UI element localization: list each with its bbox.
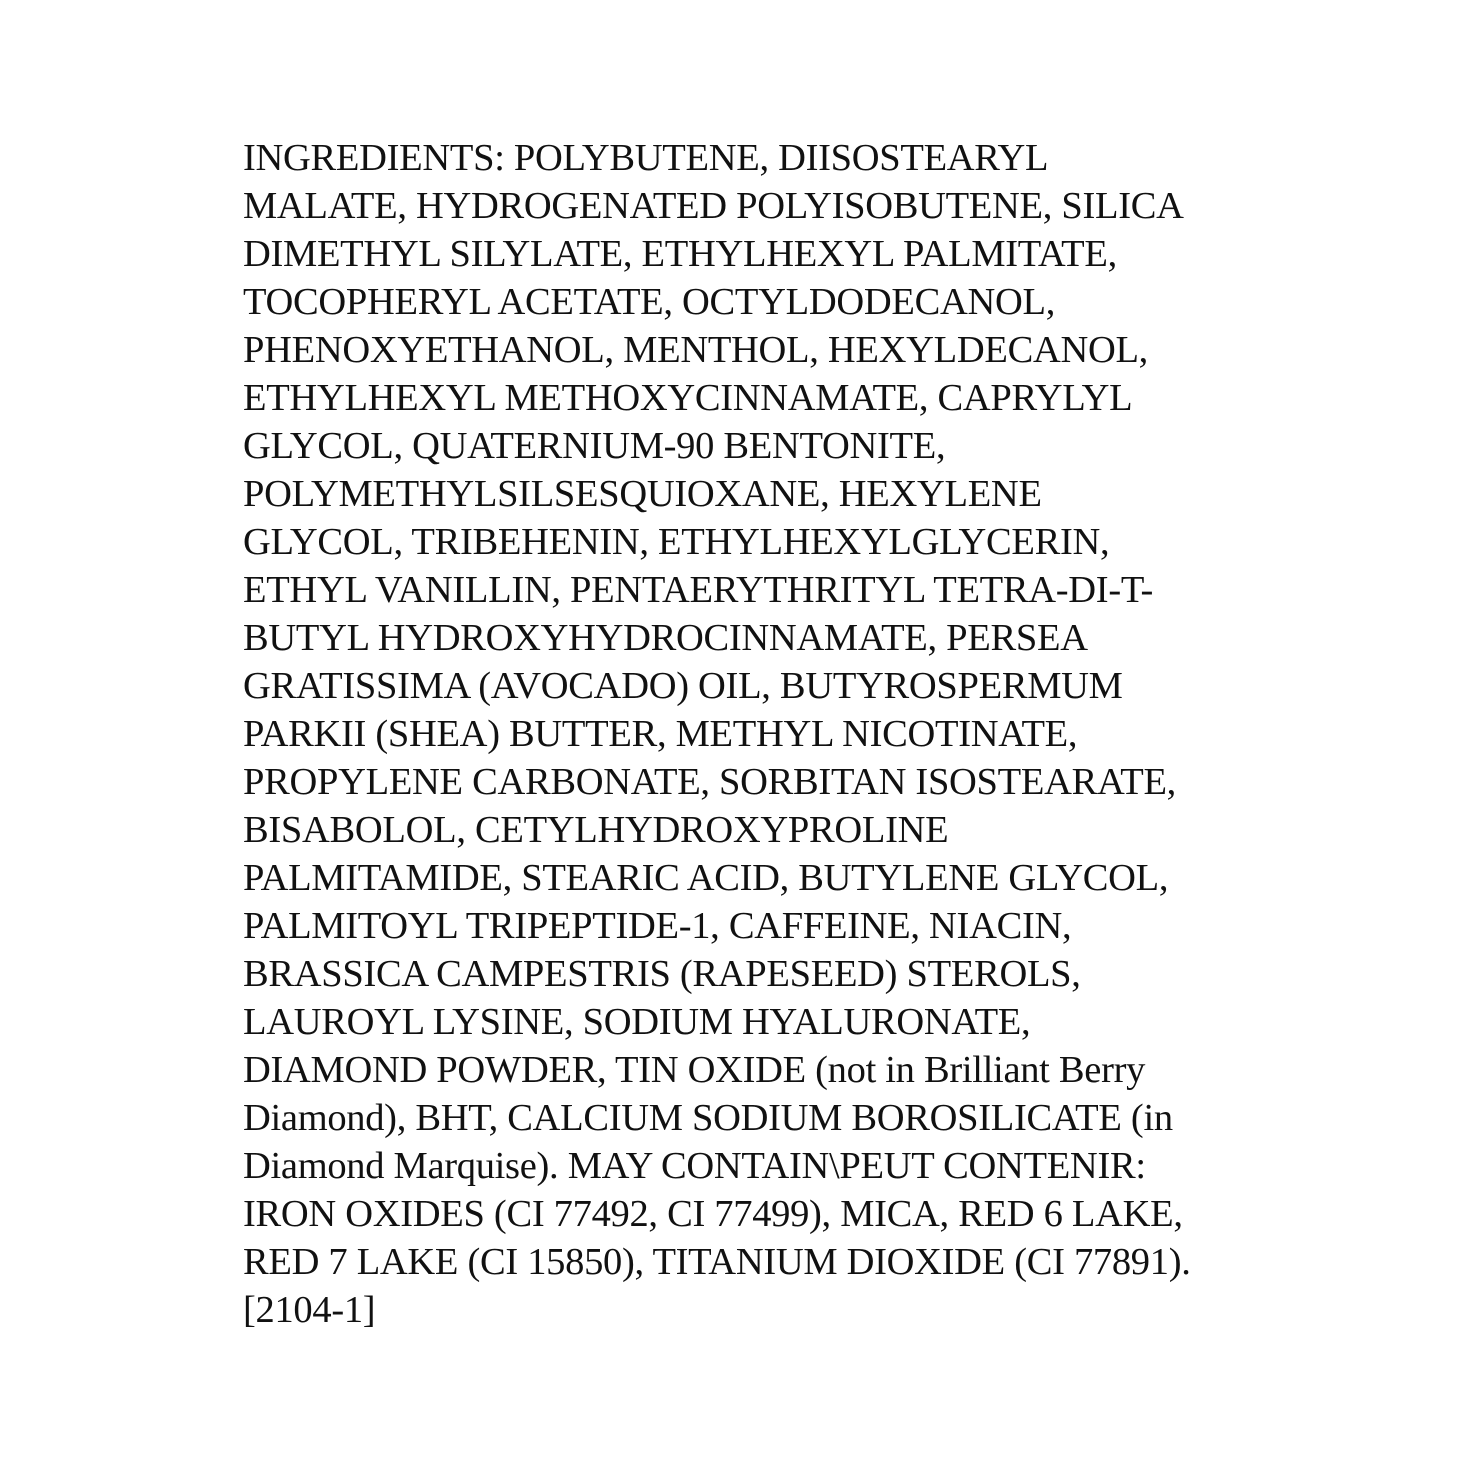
ingredients-text-block (243, 134, 1243, 1334)
batch-code: [2104-1] (243, 1289, 376, 1331)
ingredients-line: PROPYLENE CARBONATE, SORBITAN ISOSTEARATE, (243, 761, 1176, 803)
ingredients-line: TOCOPHERYL ACETATE, OCTYLDODECANOL, (243, 281, 1056, 323)
ingredients-line: BRASSICA CAMPESTRIS (RAPESEED) STEROLS, (243, 953, 1081, 995)
ingredients-line: PALMITAMIDE, STEARIC ACID, BUTYLENE GLYCOL, (243, 857, 1169, 899)
ingredients-line: PHENOXYETHANOL, MENTHOL, HEXYLDECANOL, (243, 329, 1149, 371)
ingredients-line: ETHYLHEXYL METHOXYCINNAMATE, CAPRYLYL (243, 377, 1133, 419)
ingredients-line: DIAMOND POWDER, TIN OXIDE (not in Brilliant Berry (243, 1049, 1146, 1091)
ingredients-line: ETHYL VANILLIN, PENTAERYTHRITYL TETRA-DI-T- (243, 569, 1154, 611)
ingredients-line: PALMITOYL TRIPEPTIDE-1, CAFFEINE, NIACIN, (243, 905, 1072, 947)
ingredients-line: Diamond), BHT, CALCIUM SODIUM BOROSILICATE (in (243, 1097, 1173, 1139)
ingredients-line: GLYCOL, TRIBEHENIN, ETHYLHEXYLGLYCERIN, (243, 521, 1110, 563)
ingredients-line: Diamond Marquise). MAY CONTAIN\PEUT CONTENIR: (243, 1145, 1146, 1187)
ingredients-line: POLYMETHYLSILSESQUIOXANE, HEXYLENE (243, 473, 1042, 515)
ingredients-line: BISABOLOL, CETYLHYDROXYPROLINE (243, 809, 949, 851)
ingredients-line: INGREDIENTS: POLYBUTENE, DIISOSTEARYL (243, 137, 1049, 179)
ingredients-line: GLYCOL, QUATERNIUM-90 BENTONITE, (243, 425, 946, 467)
ingredients-line: DIMETHYL SILYLATE, ETHYLHEXYL PALMITATE, (243, 233, 1117, 275)
ingredients-line: LAUROYL LYSINE, SODIUM HYALURONATE, (243, 1001, 1031, 1043)
ingredients-line: BUTYL HYDROXYHYDROCINNAMATE, PERSEA (243, 617, 1088, 659)
ingredients-line: MALATE, HYDROGENATED POLYISOBUTENE, SILICA (243, 185, 1184, 227)
ingredients-line: PARKII (SHEA) BUTTER, METHYL NICOTINATE, (243, 713, 1078, 755)
ingredients-line: IRON OXIDES (CI 77492, CI 77499), MICA, RED 6 LAKE, (243, 1193, 1183, 1235)
ingredients-line: GRATISSIMA (AVOCADO) OIL, BUTYROSPERMUM (243, 665, 1123, 707)
ingredients-line: RED 7 LAKE (CI 15850), TITANIUM DIOXIDE (CI 77891). (243, 1241, 1191, 1283)
